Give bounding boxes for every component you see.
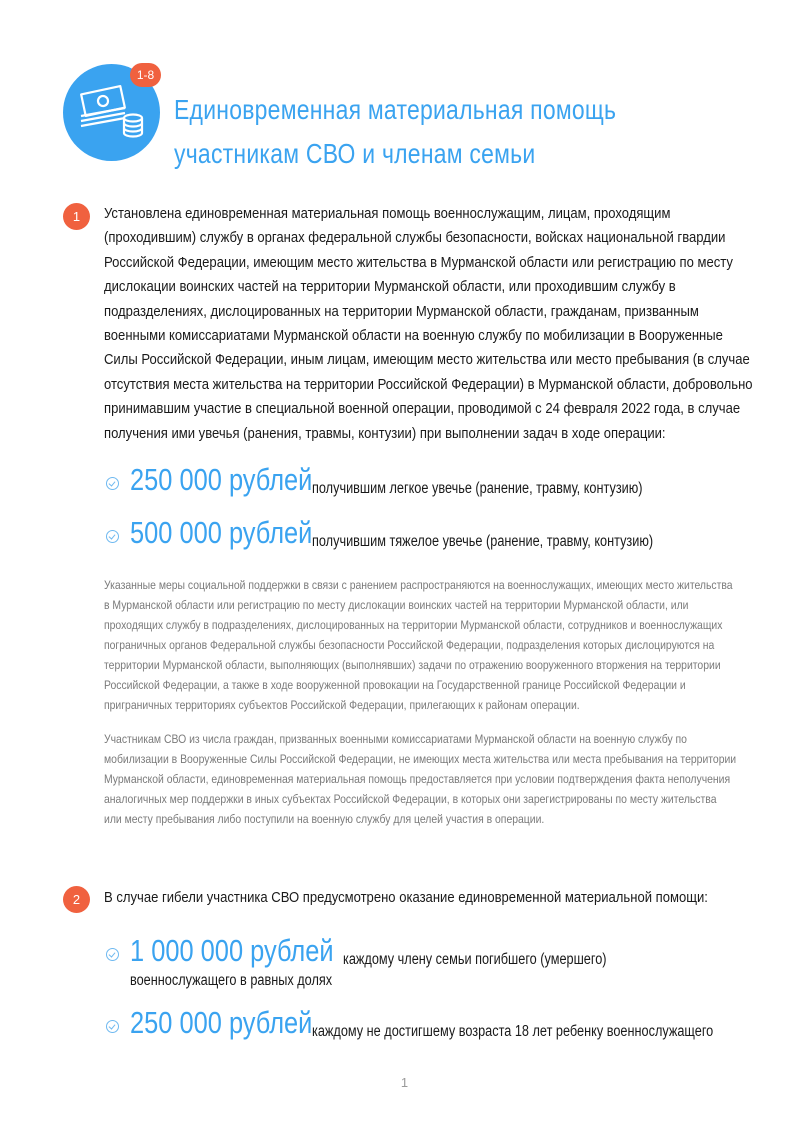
check-circle-icon — [106, 948, 119, 961]
note-line: Российской Федерации, а также в ходе вооруженной провокации на Государственной границе Российской Федерации и — [104, 678, 686, 692]
note-line: территории Мурманской области, выполняющих (выполнявших) задачи по отражению вооруженного вторжения на территории — [104, 658, 721, 672]
text-line: Российской Федерации, имеющим место жительства в Мурманской области или регистрацию по месту — [104, 253, 733, 271]
amount-description: каждому члену семьи погибшего (умершего) — [343, 951, 607, 968]
page-number: 1 — [400, 1075, 409, 1090]
amount-value: 250 000 рублей — [130, 462, 313, 497]
note-line: аналогичных мер поддержки в иных субъектах Российской Федерации, в которых они зарегистрированы по месту жительства — [104, 792, 717, 806]
page-title-line: участникам СВО и членам семьи — [174, 138, 536, 169]
amount-value: 1 000 000 рублей — [130, 933, 334, 968]
note-line: приграничных территориях субъектов Российской Федерации, прилегающих к районам операции. — [104, 698, 580, 712]
section-number-1: 1 — [63, 203, 90, 230]
amount-item — [130, 933, 378, 969]
text-line: принимавшим участие в специальной военной операции, проводимой с 24 февраля 2022 года, в случае — [104, 400, 741, 418]
amount-value: 500 000 рублей — [130, 515, 313, 550]
text-line: Установлена единовременная материальная помощь военнослужащим, лицам, проходящим — [104, 205, 671, 222]
page-title — [174, 88, 633, 176]
note-line: проходящих службу в подразделениях, дислоцированных на территории Мурманской области, сотрудников и военнослужащих — [104, 618, 723, 632]
text-line: Силы Российской Федерации, иным лицам, имеющим место жительства или место пребывания (в случае — [104, 351, 750, 369]
text-line: военными комиссариатами Мурманской области на военную службу по мобилизации в Вооруженные — [104, 327, 723, 345]
text-line: дислокации воинских частей на территории Мурманской области, или проходившим службу в — [104, 278, 676, 296]
note-line: в Мурманской области или регистрацию по месту дислокации воинских частей на территории Мурманской области, или — [104, 598, 689, 612]
note-line: Участникам СВО из числа граждан, призванных военными комиссариатами Мурманской области на военную службу по — [104, 732, 687, 746]
amount-value: 250 000 рублей — [130, 1005, 313, 1040]
note-paragraph — [104, 729, 794, 829]
page-title-line: Единовременная материальная помощь — [174, 94, 617, 125]
check-circle-icon — [106, 1020, 119, 1033]
note-line: Указанные меры социальной поддержки в связи с ранением распространяются на военнослужащих, имеющих место жительства — [104, 578, 733, 592]
check-circle-icon — [106, 477, 119, 490]
note-line: пограничных органов Федеральной службы безопасности Российской Федерации, подразделения которых дислоцируются на — [104, 638, 715, 652]
check-circle-icon — [106, 530, 119, 543]
note-line: Мурманской области, единовременная материальная помощь предоставляется при условии подтверждения факта неполучения — [104, 772, 731, 786]
text-line: В случае гибели участника СВО предусмотрено оказание единовременной материальной помощи: — [104, 889, 708, 906]
amount-description: получившим тяжелое увечье (ранение, травму, контузию) — [312, 533, 654, 550]
amount-description-cont: военнослужащего в равных долях — [130, 972, 333, 989]
section-number-2: 2 — [63, 886, 90, 913]
section-badge: 1-8 — [130, 63, 161, 87]
section1-paragraph — [104, 202, 753, 446]
note-paragraph — [104, 575, 794, 715]
money-stack-icon — [77, 84, 147, 142]
amount-description: получившим легкое увечье (ранение, травму, контузию) — [312, 480, 643, 497]
text-line: получения ими увечья (ранения, травмы, контузии) при выполнении задач в ходе операции: — [104, 424, 666, 442]
text-line: (проходившим) службу в органах федеральной службы безопасности, войсках национальной гвардии — [104, 229, 726, 247]
note-line: мобилизации в Вооруженные Силы Российской Федерации, не имеющих места жительства или места пребывания на территории — [104, 752, 737, 766]
note-line: или месту пребывания либо поступили на военную службу для целей участия в операции. — [104, 812, 545, 826]
section2-paragraph — [104, 886, 744, 910]
text-line: подразделениях, дислоцированных на территории Мурманской области, гражданам, призванным — [104, 302, 699, 320]
text-line: отсутствия места жительства на территории Российской Федерации) в Мурманской области, добровольно — [104, 375, 753, 393]
amount-description: каждому не достигшему возраста 18 лет ребенку военнослужащего — [312, 1023, 714, 1040]
